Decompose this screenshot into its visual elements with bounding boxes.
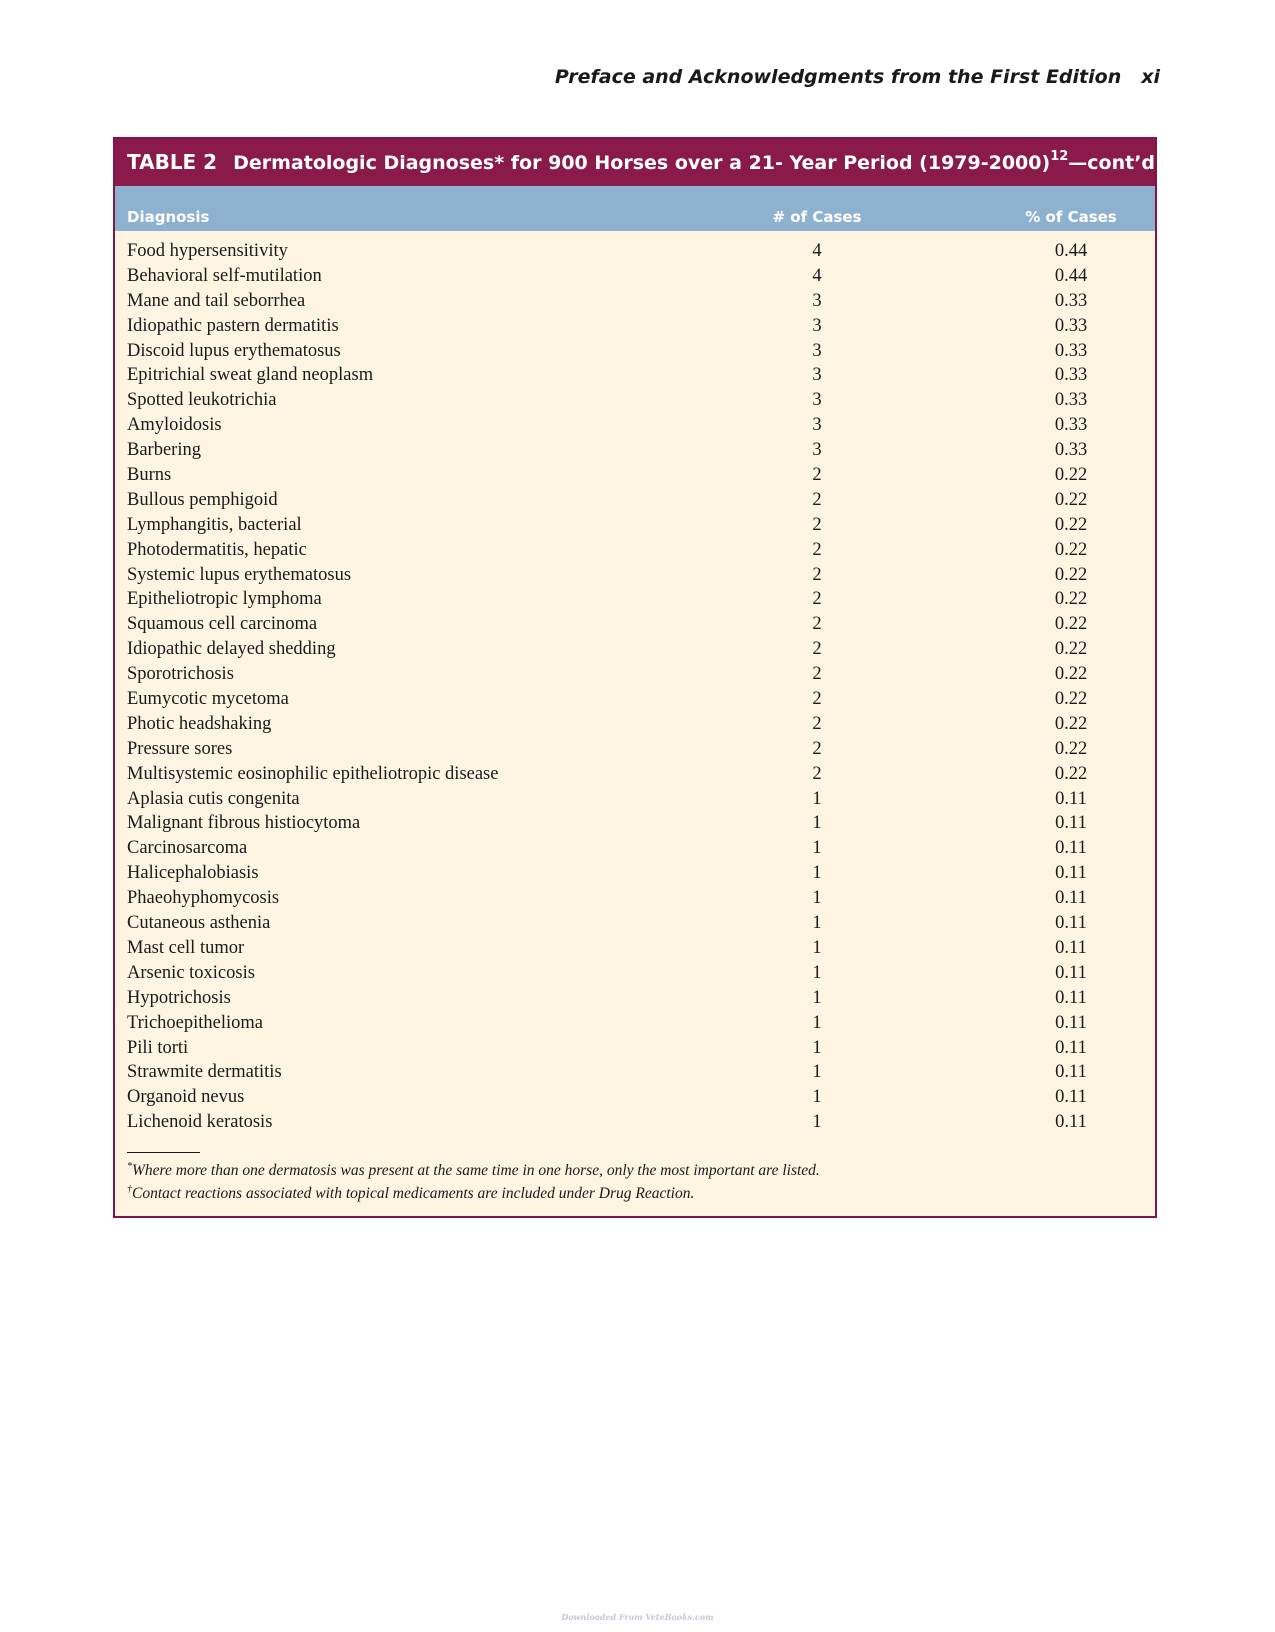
cell-cases: 4 [812,265,822,286]
cell-diagnosis: Burns [127,465,172,486]
table-row [115,712,1155,737]
cell-diagnosis: Idiopathic pastern dermatitis [127,315,339,336]
cell-percent: 0.22 [1054,639,1088,660]
table-row [115,1011,1155,1036]
cell-diagnosis: Strawmite dermatitis [127,1062,282,1083]
cell-percent: 0.44 [1054,265,1088,286]
cell-cases: 1 [812,962,822,983]
cell-percent: 0.11 [1055,1062,1087,1083]
table-row [115,1110,1155,1135]
cell-percent: 0.33 [1054,440,1088,461]
cell-cases: 2 [812,689,822,710]
cell-diagnosis: Pili torti [127,1037,189,1058]
table-row [115,339,1155,364]
cell-percent: 0.11 [1055,913,1087,934]
cell-cases: 2 [812,614,822,635]
cell-diagnosis: Trichoepithelioma [127,1012,263,1033]
cell-percent: 0.11 [1055,1037,1087,1058]
footnote-rule [127,1152,200,1153]
cell-percent: 0.11 [1055,1087,1087,1108]
column-header-diagnosis: Diagnosis [127,208,210,226]
cell-cases: 1 [812,863,822,884]
cell-percent: 0.22 [1054,689,1088,710]
table-row [115,1036,1155,1061]
cell-diagnosis: Epitheliotropic lymphoma [127,589,322,610]
table-label: TABLE 2 [127,150,218,174]
cell-percent: 0.11 [1055,987,1087,1008]
cell-diagnosis: Squamous cell carcinoma [127,614,318,635]
cell-diagnosis: Epitrichial sweat gland neoplasm [127,365,374,386]
cell-cases: 3 [812,415,822,436]
cell-cases: 1 [812,1012,822,1033]
cell-percent: 0.22 [1054,465,1088,486]
cell-percent: 0.22 [1054,738,1088,759]
cell-diagnosis: Carcinosarcoma [127,838,248,859]
cell-cases: 3 [812,440,822,461]
table-row [115,388,1155,413]
cell-cases: 2 [812,564,822,585]
table-row [115,911,1155,936]
table-row [115,811,1155,836]
table-row [115,1060,1155,1085]
cell-percent: 0.44 [1054,241,1088,261]
cell-diagnosis: Malignant fibrous histiocytoma [127,813,361,834]
footnote-text: Where more than one dermatosis was present at the same time in one horse, only the most important are listed. [132,1162,820,1179]
cell-cases: 1 [812,838,822,859]
cell-percent: 0.11 [1055,1012,1087,1033]
cell-cases: 2 [812,465,822,486]
table-row [115,662,1155,687]
cell-percent: 0.22 [1054,763,1088,784]
table-row [115,314,1155,339]
cell-diagnosis: Systemic lupus erythematosus [127,564,352,585]
table-row [115,836,1155,861]
table-row [115,363,1155,388]
column-header-percent: % of Cases [1025,208,1117,226]
cell-diagnosis: Sporotrichosis [127,664,234,685]
table-row [115,687,1155,712]
table-row [115,787,1155,812]
cell-diagnosis: Aplasia cutis congenita [127,788,300,809]
cell-percent: 0.11 [1055,937,1087,958]
table-row [115,463,1155,488]
cell-diagnosis: Phaeohyphomycosis [127,888,280,909]
table-row [115,587,1155,612]
cell-percent: 0.22 [1054,489,1088,510]
cell-percent: 0.11 [1055,962,1087,983]
footnote-mark: † [127,1184,132,1195]
table-row [115,513,1155,538]
cell-diagnosis: Mane and tail seborrhea [127,290,306,311]
table-title-bar [115,139,1155,186]
table-row [115,413,1155,438]
table-row [115,762,1155,787]
cell-percent: 0.33 [1054,290,1088,311]
table-row [115,637,1155,662]
cell-cases: 1 [812,1062,822,1083]
table-row [115,936,1155,961]
column-header-cases: # of Cases [772,208,862,226]
cell-cases: 3 [812,340,822,361]
cell-cases: 3 [812,315,822,336]
cell-cases: 3 [812,290,822,311]
cell-percent: 0.22 [1054,564,1088,585]
cell-diagnosis: Halicephalobiasis [127,863,259,884]
table-header-row [115,186,1155,231]
table-row [115,861,1155,886]
table-title-reference: 12 [1050,149,1069,164]
cell-percent: 0.22 [1054,514,1088,535]
footnote [127,1159,820,1182]
cell-percent: 0.11 [1055,1112,1087,1133]
cell-diagnosis: Amyloidosis [127,415,222,436]
footnotes [127,1159,820,1205]
cell-cases: 2 [812,589,822,610]
cell-cases: 2 [812,514,822,535]
cell-diagnosis: Arsenic toxicosis [127,962,255,983]
cell-diagnosis: Barbering [127,440,201,461]
cell-cases: 2 [812,713,822,734]
table-body [115,239,1155,1135]
footnote-text: Contact reactions associated with topical medicaments are included under Drug Reaction. [132,1185,695,1202]
cell-percent: 0.33 [1054,390,1088,411]
table-row [115,886,1155,911]
table-row [115,986,1155,1011]
cell-diagnosis: Cutaneous asthenia [127,913,271,934]
cell-cases: 2 [812,664,822,685]
cell-diagnosis: Discoid lupus erythematosus [127,340,341,361]
cell-diagnosis: Lymphangitis, bacterial [127,514,302,535]
table-row [115,737,1155,762]
table-row [115,488,1155,513]
footnote [127,1182,820,1205]
running-head [555,66,1160,88]
cell-percent: 0.11 [1055,838,1087,859]
cell-percent: 0.22 [1054,589,1088,610]
footnote-mark: * [127,1161,132,1172]
table-row [115,563,1155,588]
cell-cases: 1 [812,813,822,834]
table-row [115,289,1155,314]
cell-percent: 0.11 [1055,863,1087,884]
cell-percent: 0.22 [1054,664,1088,685]
cell-percent: 0.33 [1054,315,1088,336]
cell-percent: 0.11 [1055,813,1087,834]
cell-diagnosis: Lichenoid keratosis [127,1112,273,1133]
cell-percent: 0.11 [1055,888,1087,909]
cell-diagnosis: Pressure sores [127,738,233,759]
cell-percent: 0.11 [1055,788,1087,809]
cell-cases: 1 [812,913,822,934]
cell-diagnosis: Behavioral self-mutilation [127,265,322,286]
cell-cases: 1 [812,987,822,1008]
cell-diagnosis: Organoid nevus [127,1087,245,1108]
table-row [115,1085,1155,1110]
cell-diagnosis: Idiopathic delayed shedding [127,639,336,660]
cell-diagnosis: Spotted leukotrichia [127,390,277,411]
cell-cases: 2 [812,489,822,510]
cell-diagnosis: Mast cell tumor [127,937,245,958]
cell-diagnosis: Hypotrichosis [127,987,231,1008]
cell-cases: 1 [812,1037,822,1058]
cell-diagnosis: Food hypersensitivity [127,241,288,261]
cell-cases: 1 [812,937,822,958]
cell-diagnosis: Multisystemic eosinophilic epitheliotropic disease [127,763,499,784]
table-row [115,961,1155,986]
running-head-title: Preface and Acknowledgments from the First Edition [554,66,1122,88]
cell-diagnosis: Eumycotic mycetoma [127,689,289,710]
cell-diagnosis: Bullous pemphigoid [127,489,278,510]
watermark: Downloaded From VeteBooks.com [561,1612,714,1622]
page-number: xi [1141,66,1160,88]
table-row [115,612,1155,637]
cell-cases: 2 [812,738,822,759]
table-title-suffix: —cont’d [1068,152,1155,174]
cell-cases: 2 [812,539,822,560]
cell-diagnosis: Photodermatitis, hepatic [127,539,307,560]
cell-percent: 0.33 [1054,415,1088,436]
cell-diagnosis: Photic headshaking [127,713,272,734]
cell-percent: 0.22 [1054,614,1088,635]
cell-cases: 1 [812,1087,822,1108]
cell-cases: 1 [812,888,822,909]
table-row [115,438,1155,463]
cell-cases: 1 [812,1112,822,1133]
cell-cases: 3 [812,390,822,411]
cell-cases: 3 [812,365,822,386]
cell-cases: 2 [812,763,822,784]
table-title: Dermatologic Diagnoses* for 900 Horses over a 21- Year Period (1979-2000) [233,152,1051,174]
table-row [115,538,1155,563]
cell-percent: 0.22 [1054,539,1088,560]
cell-percent: 0.33 [1054,365,1088,386]
table-row [115,264,1155,289]
cell-cases: 4 [812,241,822,261]
diagnoses-table [113,137,1157,1218]
table-row [115,239,1155,264]
cell-cases: 1 [812,788,822,809]
cell-cases: 2 [812,639,822,660]
cell-percent: 0.33 [1054,340,1088,361]
cell-percent: 0.22 [1054,713,1088,734]
